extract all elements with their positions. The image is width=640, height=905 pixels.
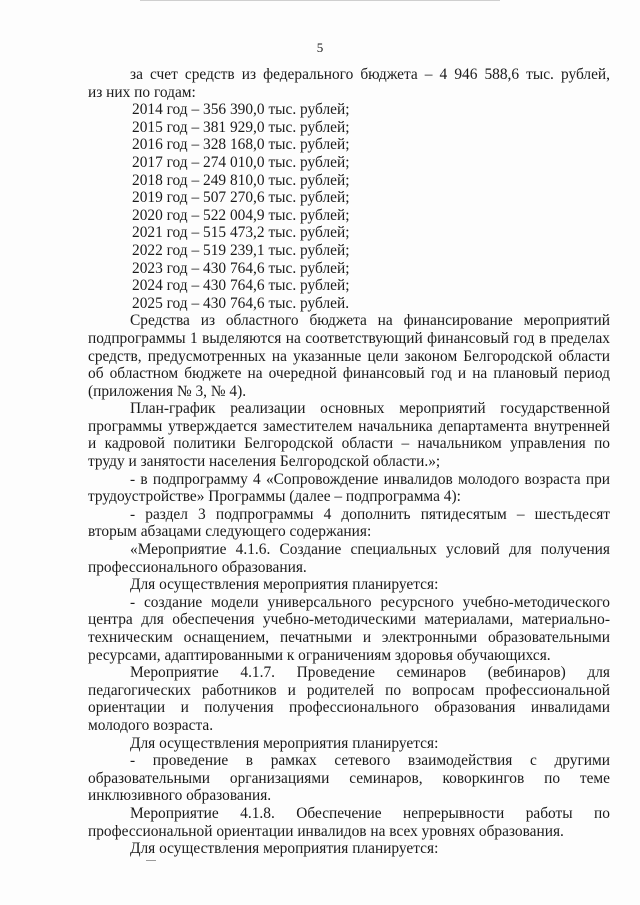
scan-edge-line bbox=[140, 0, 500, 1]
year-item: 2017 год – 274 010,0 тыс. рублей; bbox=[132, 153, 350, 171]
paragraph-plan-2: Для осуществления мероприятия планируется: bbox=[130, 734, 439, 752]
paragraph-regional-budget: Средства из областного бюджета на финансирование мероприятий подпрограммы 1 выделяются на соответствующий финансовый год в пределах средств, предусмотренных на указанные цели законом Белгородской области об областном бюджете на очередной финансовый год и на плановый период (приложения № 3, № 4). bbox=[88, 312, 610, 400]
paragraph-measure-4-1-6: «Мероприятие 4.1.6. Создание специальных условий для получения профессионального образования. bbox=[88, 541, 610, 576]
year-item: 2016 год – 328 168,0 тыс. рублей; bbox=[132, 136, 350, 154]
year-item: 2020 год – 522 004,9 тыс. рублей; bbox=[132, 206, 350, 224]
paragraph-subprogram-4: - в подпрограмму 4 «Сопровождение инвалидов молодого возраста при трудоустройстве» Программы (далее – подпрограмма 4): bbox=[88, 470, 610, 506]
year-item: 2023 год – 430 764,6 тыс. рублей; bbox=[132, 259, 350, 277]
paragraph-plan-schedule: План-график реализации основных мероприятий государственной программы утверждается заместителем начальника департамента внутренней и кадровой политики Белгородской области – начальником управления по труду и занятости населения Белгородской области.»; bbox=[88, 400, 610, 471]
page-number: 5 bbox=[316, 40, 324, 55]
paragraph-measure-4-1-7: Мероприятие 4.1.7. Проведение семинаров (вебинаров) для педагогических работников и родителей по вопросам профессиональной ориентации и получения профессионального образования инвалидами молодого возраста. bbox=[88, 664, 610, 734]
paragraph-seminars: - проведение в рамках сетевого взаимодействия с другими образовательными организациями семинаров, коворкингов по теме инклюзивного образования. bbox=[88, 752, 610, 805]
year-item: 2019 год – 507 270,6 тыс. рублей; bbox=[132, 189, 350, 207]
year-item: 2025 год – 430 764,6 тыс. рублей. bbox=[132, 294, 350, 312]
federal-budget-line: за счет средств из федерального бюджета – 4 946 588,6 тыс. рублей, bbox=[130, 66, 610, 83]
year-item: 2024 год – 430 764,6 тыс. рублей; bbox=[132, 277, 350, 295]
paragraph-measure-4-1-8: Мероприятие 4.1.8. Обеспечение непрерывности работы по профессиональной ориентации инвалидов на всех уровнях образования. bbox=[88, 804, 610, 840]
year-item: 2018 год – 249 810,0 тыс. рублей; bbox=[132, 171, 350, 189]
paragraph-section-3: - раздел 3 подпрограммы 4 дополнить пятидесятым – шестьдесят вторым абзацами следующего содержания: bbox=[88, 505, 610, 541]
federal-budget-by-years-label: из них по годам: bbox=[88, 83, 196, 101]
year-item: 2022 год – 519 239,1 тыс. рублей; bbox=[132, 241, 350, 259]
year-item: 2014 год – 356 390,0 тыс. рублей; bbox=[132, 101, 350, 119]
year-item: 2021 год – 515 473,2 тыс. рублей; bbox=[132, 224, 350, 242]
paragraph-model-center: - создание модели универсального ресурсного учебно-методического центра для обеспечения учебно-методическими материалами, материально-техническим оснащением, печатными и электронными образовательными ресурсами, адаптированными к ограничениям здоровья обучающихся. bbox=[88, 593, 610, 664]
paragraph-plan-1: Для осуществления мероприятия планируется: bbox=[130, 576, 439, 594]
paragraph-plan-3: Для осуществления мероприятия планируется: bbox=[130, 840, 439, 858]
years-list bbox=[132, 101, 610, 312]
year-item: 2015 год – 381 929,0 тыс. рублей; bbox=[132, 118, 350, 136]
scan-artifact-mark bbox=[146, 860, 156, 861]
document-body bbox=[88, 66, 610, 858]
